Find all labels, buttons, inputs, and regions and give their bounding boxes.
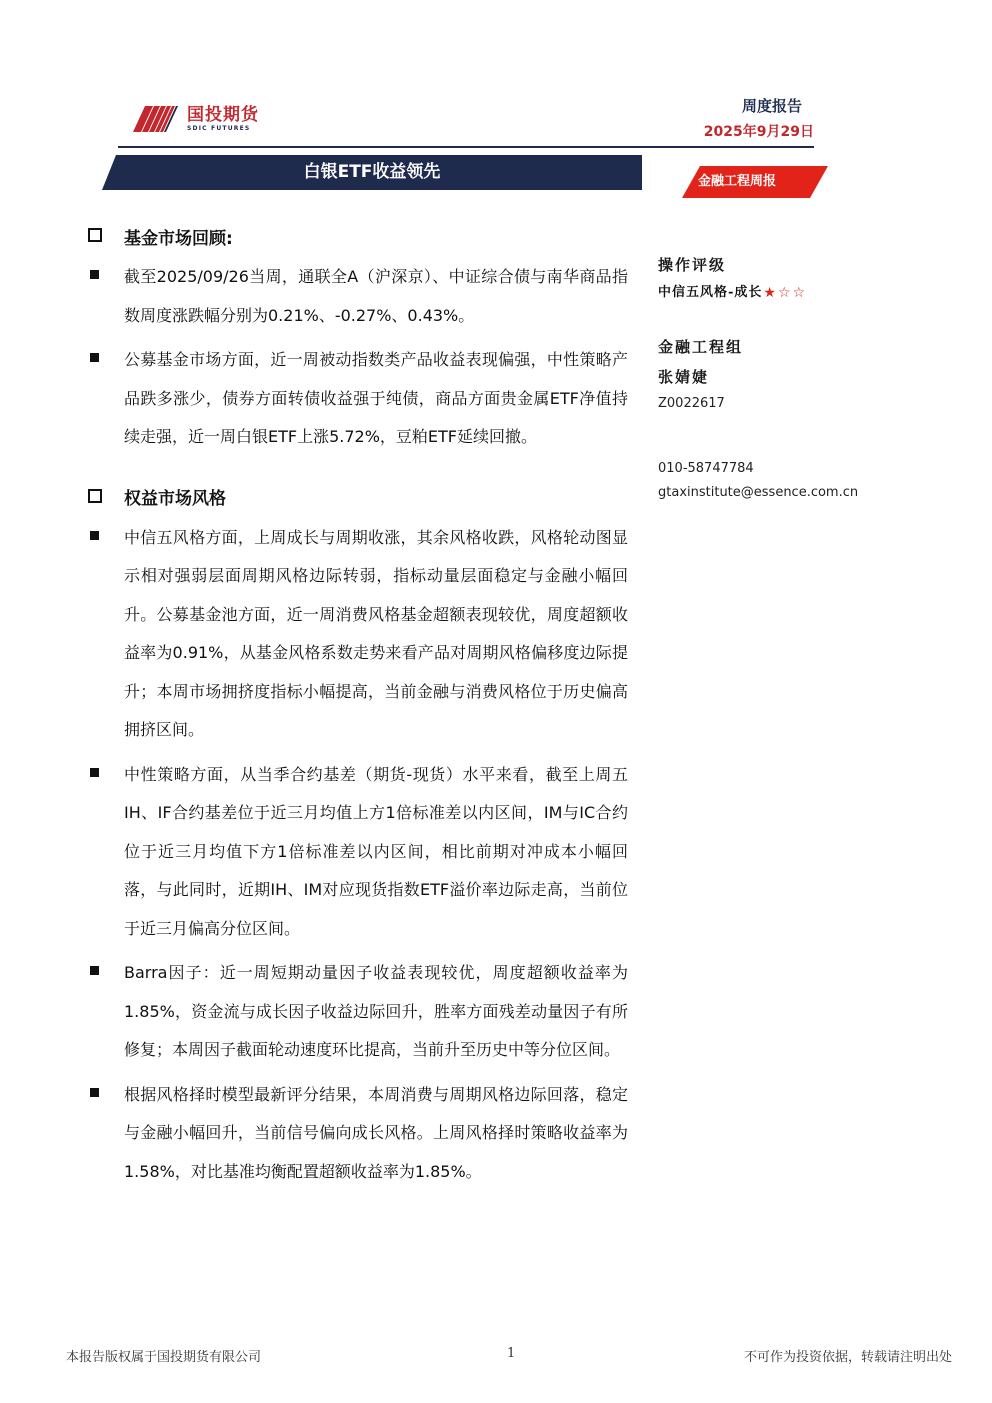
list-item [88,519,628,750]
checkbox-outline-icon [88,228,102,242]
list-item [88,756,628,949]
bullet-text: Barra因子：近一周短期动量因子收益表现较优，周度超额收益率为1.85%，资金流与成长因子收益边际回升，胜率方面残差动量因子有所修复；本周因子截面轮动速度环比提高，当前升至历史中等分位区间。 [124,963,628,1059]
logo-stripes-icon [133,106,181,132]
square-bullet-icon [90,531,99,540]
rating-heading: 操作评级 [658,256,727,274]
report-type: 周度报告 [741,97,802,115]
square-bullet-icon [90,270,99,279]
star-outline-icon: ☆ [792,285,807,301]
bullet-text: 中信五风格方面，上周成长与周期收涨，其余风格收跌，风格轮动图显示相对强弱层面周期风格边际转弱，指标动量层面稳定与金融小幅回升。公募基金池方面，近一周消费风格基金超额表现较优，周度超额收益率为0.91%，从基金风格系数走势来看产品对周期风格偏移度边际提升；本周市场拥挤度指标小幅提高，当前金融与消费风格位于历史偏高拥挤区间。 [124,527,628,739]
analyst-name: 张婧婕 [658,368,710,386]
team-name: 金融工程组 [658,338,744,356]
footer-disclaimer: 不可作为投资依据，转载请注明出处 [743,1350,952,1365]
main-content [88,222,628,1217]
page-number: 1 [507,1346,516,1361]
list-item [88,1076,628,1192]
list-item [88,954,628,1070]
square-bullet-icon [90,966,99,975]
rating-label: 中信五风格-成长 [658,285,763,300]
list-item [88,258,628,335]
header-divider [118,146,814,148]
bullet-text: 截至2025/09/26当周，通联全A（沪深京）、中证综合债与南华商品指数周度涨跌幅分别为0.21%、-0.27%、0.43%。 [124,267,628,325]
square-bullet-icon [90,768,99,777]
bullet-text: 公募基金市场方面，近一周被动指数类产品收益表现偏强，中性策略产品跌多涨少，债券方面转债收益强于纯债，商品方面贵金属ETF净值持续走强，近一周白银ETF上涨5.72%，豆粕ETF延续回撤。 [124,350,628,446]
contact-phone: 010-58747784 [658,461,754,476]
sidebar [658,250,898,505]
square-bullet-icon [90,1088,99,1097]
report-title: 白银ETF收益领先 [303,162,441,182]
company-logo [133,105,259,133]
bullet-text: 根据风格择时模型最新评分结果，本周消费与周期风格边际回落，稳定与金融小幅回升，当前信号偏向成长风格。上周风格择时策略收益率为1.58%，对比基准均衡配置超额收益率为1.85%。 [124,1084,628,1181]
section-equity-style [88,483,628,1192]
report-date: 2025年9月29日 [703,124,814,140]
section-title: 基金市场回顾: [124,228,233,249]
logo-name-cn: 国投期货 [187,104,259,125]
star-filled-icon: ★ [763,285,777,301]
report-category: 金融工程周报 [697,174,776,189]
section-fund-market [88,222,628,457]
list-item [88,341,628,457]
contact-email: gtaxinstitute@essence.com.cn [658,485,859,500]
bullet-text: 中性策略方面，从当季合约基差（期货-现货）水平来看，截至上周五IH、IF合约基差位于近三月均值上方1倍标准差以内区间，IM与IC合约位于近三月均值下方1倍标准差以内区间，相比前期对冲成本小幅回落，与此同时，近期IH、IM对应现货指数ETF溢价率边际走高，当前位于近三月偏高分位区间。 [124,764,628,938]
section-title: 权益市场风格 [124,489,226,509]
rating-line [658,280,898,306]
square-bullet-icon [90,353,99,362]
star-outline-icon: ☆ [777,285,792,301]
logo-name-en: SDIC FUTURES [187,124,251,132]
checkbox-outline-icon [88,489,102,503]
analyst-license: Z0022617 [658,396,725,411]
footer-copyright: 本报告版权属于国投期货有限公司 [66,1350,262,1365]
